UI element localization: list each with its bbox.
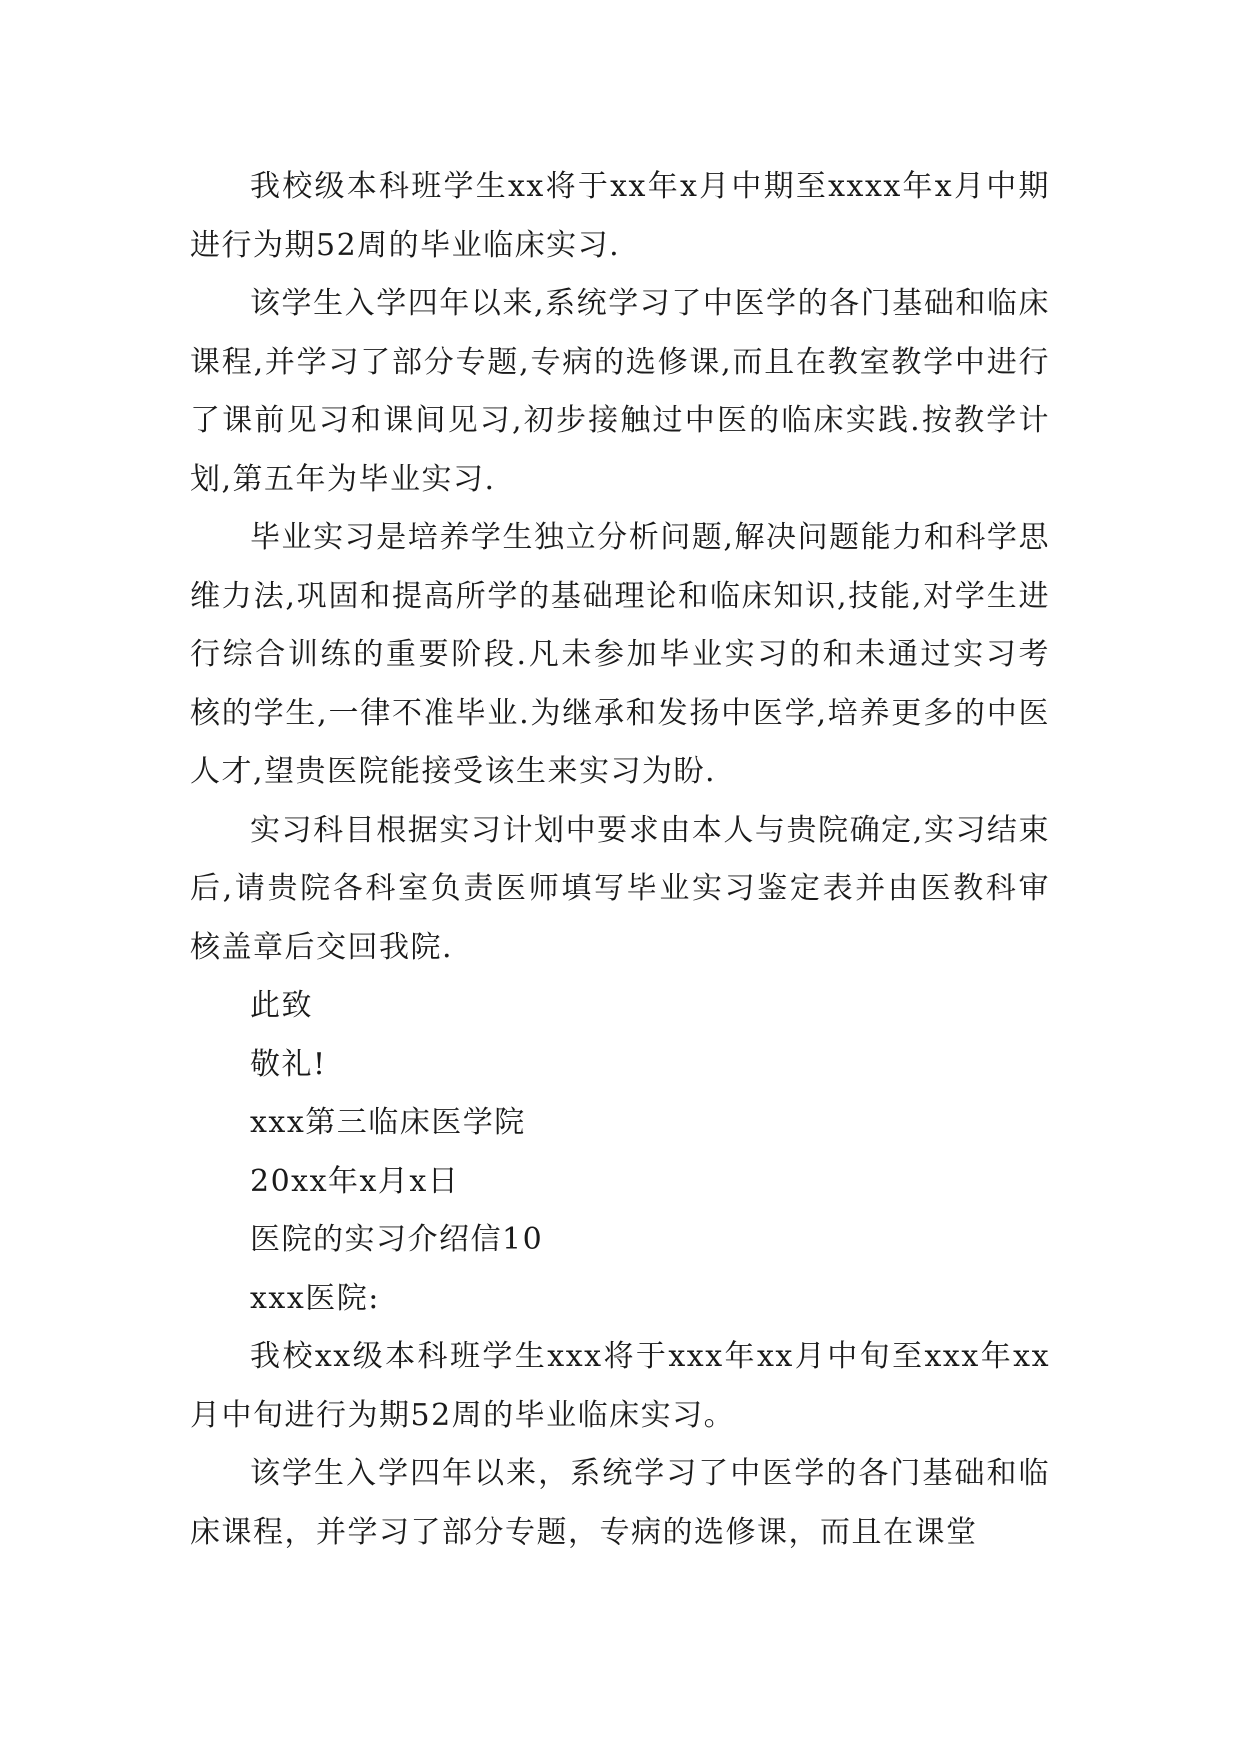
paragraph-internship-arrangement: 实习科目根据实习计划中要求由本人与贵院确定,实习结束后,请贵院各科室负责医师填写毕业实习鉴定表并由医教科审核盖章后交回我院. bbox=[190, 812, 1050, 965]
signature-organization: xxx第三临床医学院 bbox=[250, 1105, 526, 1140]
paragraph-student-background: 该学生入学四年以来,系统学习了中医学的各门基础和临床课程,并学习了部分专题,专病的选修课,而且在教室教学中进行了课前见习和课间见习,初步接触过中医的临床实践.按教学计划,第五年为毕业实习. bbox=[190, 286, 1050, 497]
section-title: 医院的实习介绍信10 bbox=[250, 1222, 544, 1257]
closing-line-2: 敬礼! bbox=[250, 1046, 327, 1082]
signature-date: 20xx年x月x日 bbox=[250, 1163, 460, 1199]
paragraph-internship-purpose: 毕业实习是培养学生独立分析问题,解决问题能力和科学思维力法,巩固和提高所学的基础理论和临床知识,技能,对学生进行综合训练的重要阶段.凡未参加毕业实习的和未通过实习考核的学生,一律不准毕业.为继承和发扬中医学,培养更多的中医人才,望贵医院能接受该生来实习为盼. bbox=[190, 520, 1050, 789]
salutation: xxx医院: bbox=[250, 1280, 380, 1316]
paragraph-internship-period: 我校级本科班学生xx将于xx年x月中期至xxxx年x月中期进行为期52周的毕业临床实习. bbox=[190, 169, 1050, 263]
paragraph-second-letter-period: 我校xx级本科班学生xxx将于xxx年xx月中旬至xxx年xx月中旬进行为期52周的毕业临床实习。 bbox=[190, 1339, 1050, 1433]
closing-line-1: 此致 bbox=[250, 988, 313, 1023]
document-body bbox=[190, 158, 1050, 1562]
paragraph-second-letter-background: 该学生入学四年以来，系统学习了中医学的各门基础和临床课程，并学习了部分专题，专病的选修课，而且在课堂 bbox=[190, 1456, 1050, 1550]
